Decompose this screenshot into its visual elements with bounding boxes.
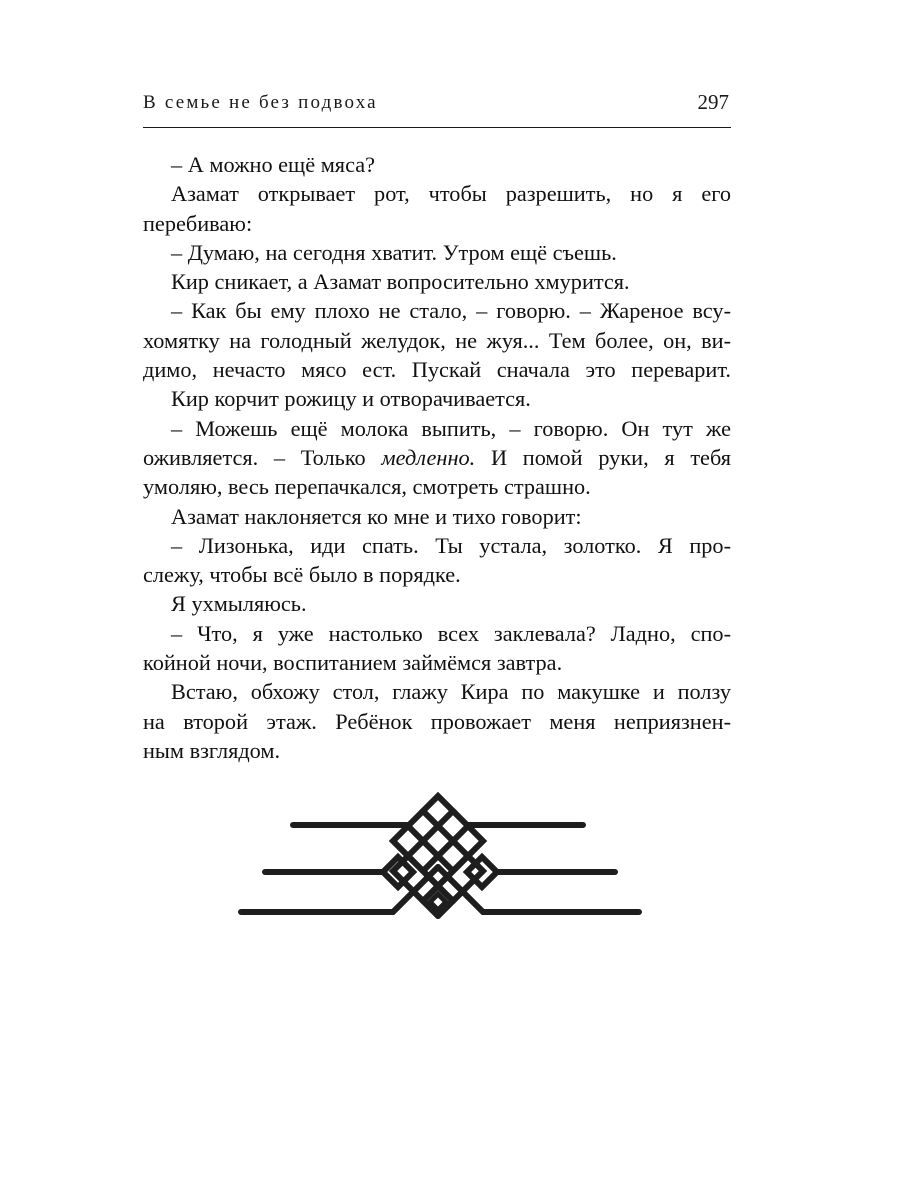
text-fragment: оживляется. – Только (143, 444, 382, 470)
text-line: хомятку на голодный желудок, не жуя... Тем более, он, ви- (143, 327, 731, 353)
running-title: В семье не без подвоха (143, 92, 378, 113)
knot-ornament-icon (235, 788, 645, 928)
text-line: Я ухмыляюсь. (171, 591, 307, 617)
header-rule (143, 127, 731, 128)
text-line-with-emphasis (143, 443, 731, 472)
body-text (143, 150, 731, 765)
text-line: перебиваю: (143, 210, 253, 236)
text-line: слежу, чтобы всё было в порядке. (143, 562, 461, 588)
text-line: Кир сникает, а Азамат вопросительно хмурится. (171, 269, 630, 295)
text-line: – Можешь ещё молока выпить, – говорю. Он тут же (171, 415, 731, 441)
emphasis-text: медленно. (381, 444, 476, 470)
text-line: ным взглядом. (143, 737, 281, 763)
text-line: Азамат открывает рот, чтобы разрешить, но я его (171, 181, 731, 207)
running-head (143, 92, 731, 122)
text-line: димо, нечасто мясо ест. Пускай сначала это переварит. (143, 357, 731, 383)
text-line: на второй этаж. Ребёнок провожает меня неприязнен- (143, 708, 731, 734)
text-line: койной ночи, воспитанием займёмся завтра. (143, 650, 563, 676)
text-line: Встаю, обхожу стол, глажу Кира по макушке и ползу (171, 679, 731, 705)
text-line: Кир корчит рожицу и отворачивается. (171, 386, 531, 412)
text-line: умоляю, весь перепачкался, смотреть страшно. (143, 474, 591, 500)
text-line: – А можно ещё мяса? (171, 152, 376, 177)
page-number: 297 (697, 90, 729, 114)
text-line: Азамат наклоняется ко мне и тихо говорит: (171, 503, 582, 529)
text-line: – Что, я уже настолько всех заклевала? Ладно, спо- (171, 620, 731, 646)
text-fragment: И помой руки, я тебя (475, 444, 732, 470)
text-line: – Лизонька, иди спать. Ты устала, золотко. Я про- (171, 532, 731, 558)
text-line: – Как бы ему плохо не стало, – говорю. – Жареное всу- (171, 298, 731, 324)
text-line: – Думаю, на сегодня хватит. Утром ещё съешь. (171, 239, 617, 265)
